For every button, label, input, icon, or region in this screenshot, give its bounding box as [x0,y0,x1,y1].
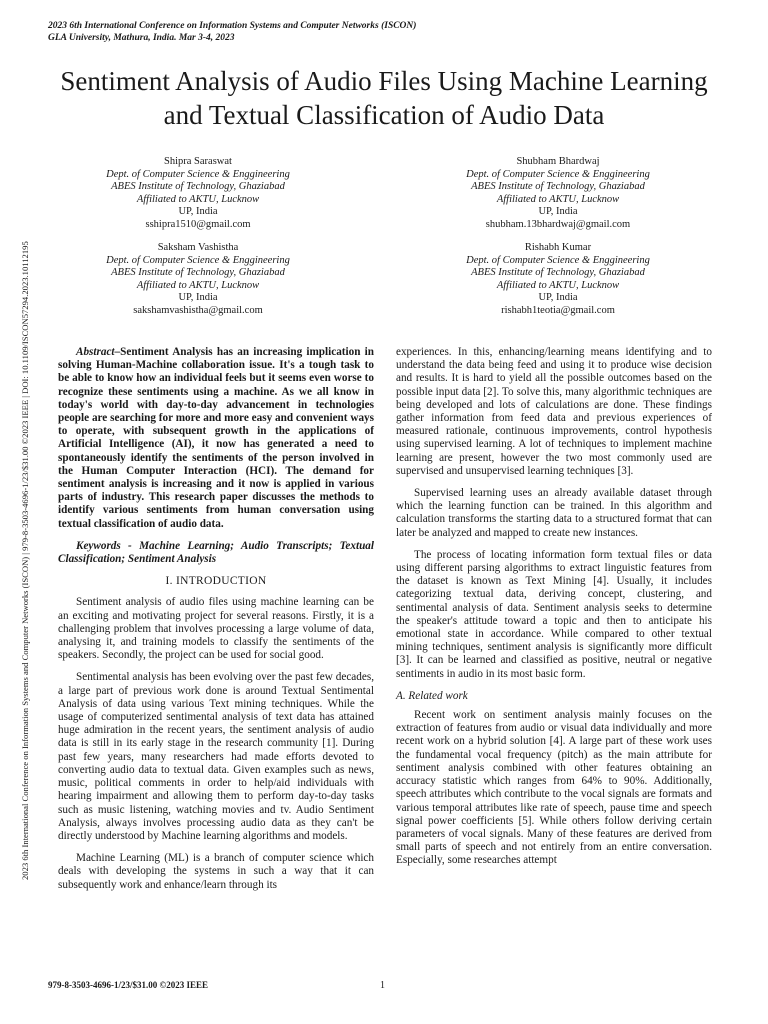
conference-location: GLA University, Mathura, India. Mar 3-4, 2023 [48,33,235,43]
conference-name: 2023 6th International Conference on Information Systems and Computer Networks (ISCON) [48,21,417,31]
author-block [408,156,708,232]
paper-title: Sentiment Analysis of Audio Files Using Machine Learning and Textual Classification of Audio Data [60,66,708,130]
author-name: Saksham Vashistha [157,242,239,253]
author-institute: ABES Institute of Technology, Ghaziabad [111,181,285,193]
abstract-text: –Sentiment Analysis has an increasing implication in solving Human-Machine collaboration issue. It's a tough task to be able to know how an individual feels but it seems even worse to recognize these sentiments using a machine. As we all know in today's world with day-to-day advancement in technologies people are searching for more and more easy and convenient ways to operate, with subsequent growth in the applications of Artificial Intelligence (AI), it now has generated a need to spontaneously identify the sentiments of the person involved in the Human Computer Interaction (HCI). The demand for sentiment analysis is increasing and it now is applied in various parts of industry. This research paper discusses the methods to identify various sentiments from human conversation using textual classification of audio data. [58,346,374,530]
abstract [58,346,374,531]
author-institute: ABES Institute of Technology, Ghaziabad [471,181,645,193]
author-name: Shipra Saraswat [164,156,232,167]
author-institute: ABES Institute of Technology, Ghaziabad [111,267,285,279]
author-dept: Dept. of Computer Science & Enggineering [106,254,290,266]
right-column [396,346,712,877]
author-affiliation: Affiliated to AKTU, Lucknow [496,193,620,205]
conference-header [48,20,416,44]
abstract-label: Abstract [76,346,115,358]
author-email[interactable]: shubham.13bhardwaj@gmail.com [485,218,631,230]
author-dept: Dept. of Computer Science & Enggineering [106,168,290,180]
author-affiliation: Affiliated to AKTU, Lucknow [136,193,260,205]
paragraph: Supervised learning uses an already available dataset through which the learning function can be trained. In this algorithm and calculation transforms the starting data to a structured format that can later be analyzed and mapped to create new instances. [396,487,712,539]
paragraph: Sentimental analysis has been evolving over the past few decades, a large part of previous work done is around Textual Sentimental Analysis of data using various Text mining techniques. While the usage of computerized sentimental analysis of text data has attained huge admiration in the recent years, the sentiment analysis of audio data is still in its early stage in the research community [1]. During past few years, many researchers had made efforts devoted to converting audio data to textual data. Given examples such as news, music, political comments in order to help/aid individuals with hearing impairment and allowing them to perform day-to-day tasks such as music listening, watching movies and tv. Audio Sentiment Analysis, always involves processing audio data as they can't be directly understood by Machine learning algorithms and models. [58,671,374,842]
keywords: Keywords - Machine Learning; Audio Transcripts; Textual Classification; Sentiment Analysis [58,539,374,566]
author-dept: Dept. of Computer Science & Enggineering [466,168,650,180]
author-dept: Dept. of Computer Science & Enggineering [466,254,650,266]
paragraph: Recent work on sentiment analysis mainly focuses on the extraction of features from audio or visual data individually and more recent work on a hybrid solution [4]. A large part of these work uses the fundamental vocal frequency (pitch) as the main attribute for sentiment analysis combined with other features obtaining an accuracy statistic which ranges from 64% to 90%. Additionally, speech attributes which contribute to the vocal signals are formats and various temporal attributes like rate of speech, pause time and speech signal power coefficients [5]. While others follow deriving certain parameters of vocal signals. Many of these features are derived from small parts of speech and not entirely from an entire conversation. Especially, some researches attempt [396,709,712,867]
author-location: UP, India [538,292,578,304]
left-column [58,346,374,901]
author-institute: ABES Institute of Technology, Ghaziabad [471,267,645,279]
author-email[interactable]: sakshamvashistha@gmail.com [133,304,263,316]
author-affiliation: Affiliated to AKTU, Lucknow [136,279,260,291]
doi-sidebar [14,150,30,880]
author-location: UP, India [178,206,218,218]
page-number: 1 [380,980,385,991]
author-email[interactable]: rishabh1teotia@gmail.com [501,304,615,316]
section-heading-introduction: I. INTRODUCTION [165,575,267,588]
author-affiliation: Affiliated to AKTU, Lucknow [496,279,620,291]
paragraph: experiences. In this, enhancing/learning means identifying and to understand the data being feed and using it to produce wise decision and results. It is hard to yield all the possible outcomes based on the possible input data [2]. To solve this, many algorithmic techniques are being developed and lots of calculations are done. These findings gather information from feed data and previous experiences of measured rationale, continuous improvements, control hypothesis using supervised learning. A lot of techniques to implement machine learning are present, however the two most commonly used are supervised and unsupervised learning techniques [3]. [396,346,712,477]
author-location: UP, India [178,292,218,304]
author-block [48,156,348,232]
copyright-footer: 979-8-3503-4696-1/23/$31.00 ©2023 IEEE [48,980,208,990]
author-name: Shubham Bhardwaj [516,156,600,167]
paragraph: Machine Learning (ML) is a branch of computer science which deals with developing the systems in such a way that it can subsequently work and enhance/learn through its [58,852,374,891]
subsection-heading-related-work: A. Related work [396,689,468,702]
author-block [408,242,708,318]
author-email[interactable]: sshipra1510@gmail.com [145,218,251,230]
paragraph: Sentiment analysis of audio files using machine learning can be an exciting and motivating project for several reasons. Firstly, it is a challenging problem that involves processing a large volume of data, analysing it, and training models to classify the sentiments of the speakers. Secondly, the project can be used for social good. [58,596,374,662]
author-name: Rishabh Kumar [524,242,592,253]
paragraph: The process of locating information form textual files or data using different parsing algorithms to extract linguistic features from the dataset is known as Text Mining [4]. Usually, it includes categorizing textual data, deriving concept, clustering, and sentimental analysis of data. Sentiment analysis seeks to determine the speaker's attitude toward a topic and then to anticipate his emotional state in accordance. While compared to other textual mining techniques, sentiment analysis is significantly more difficult [3]. It can be learned and classified as positive, neutral or negative sentiments in audio in its most basic form. [396,548,712,680]
author-location: UP, India [538,206,578,218]
author-block [48,242,348,318]
doi-sidebar-text: 2023 6th International Conference on Information Systems and Computer Networks (ISCON) | 979-8-3503-4696-1/23/$31.00 ©2023 IEEE | DOI: 10.1109/ISCON57294.2023.10112195 [20,241,30,880]
